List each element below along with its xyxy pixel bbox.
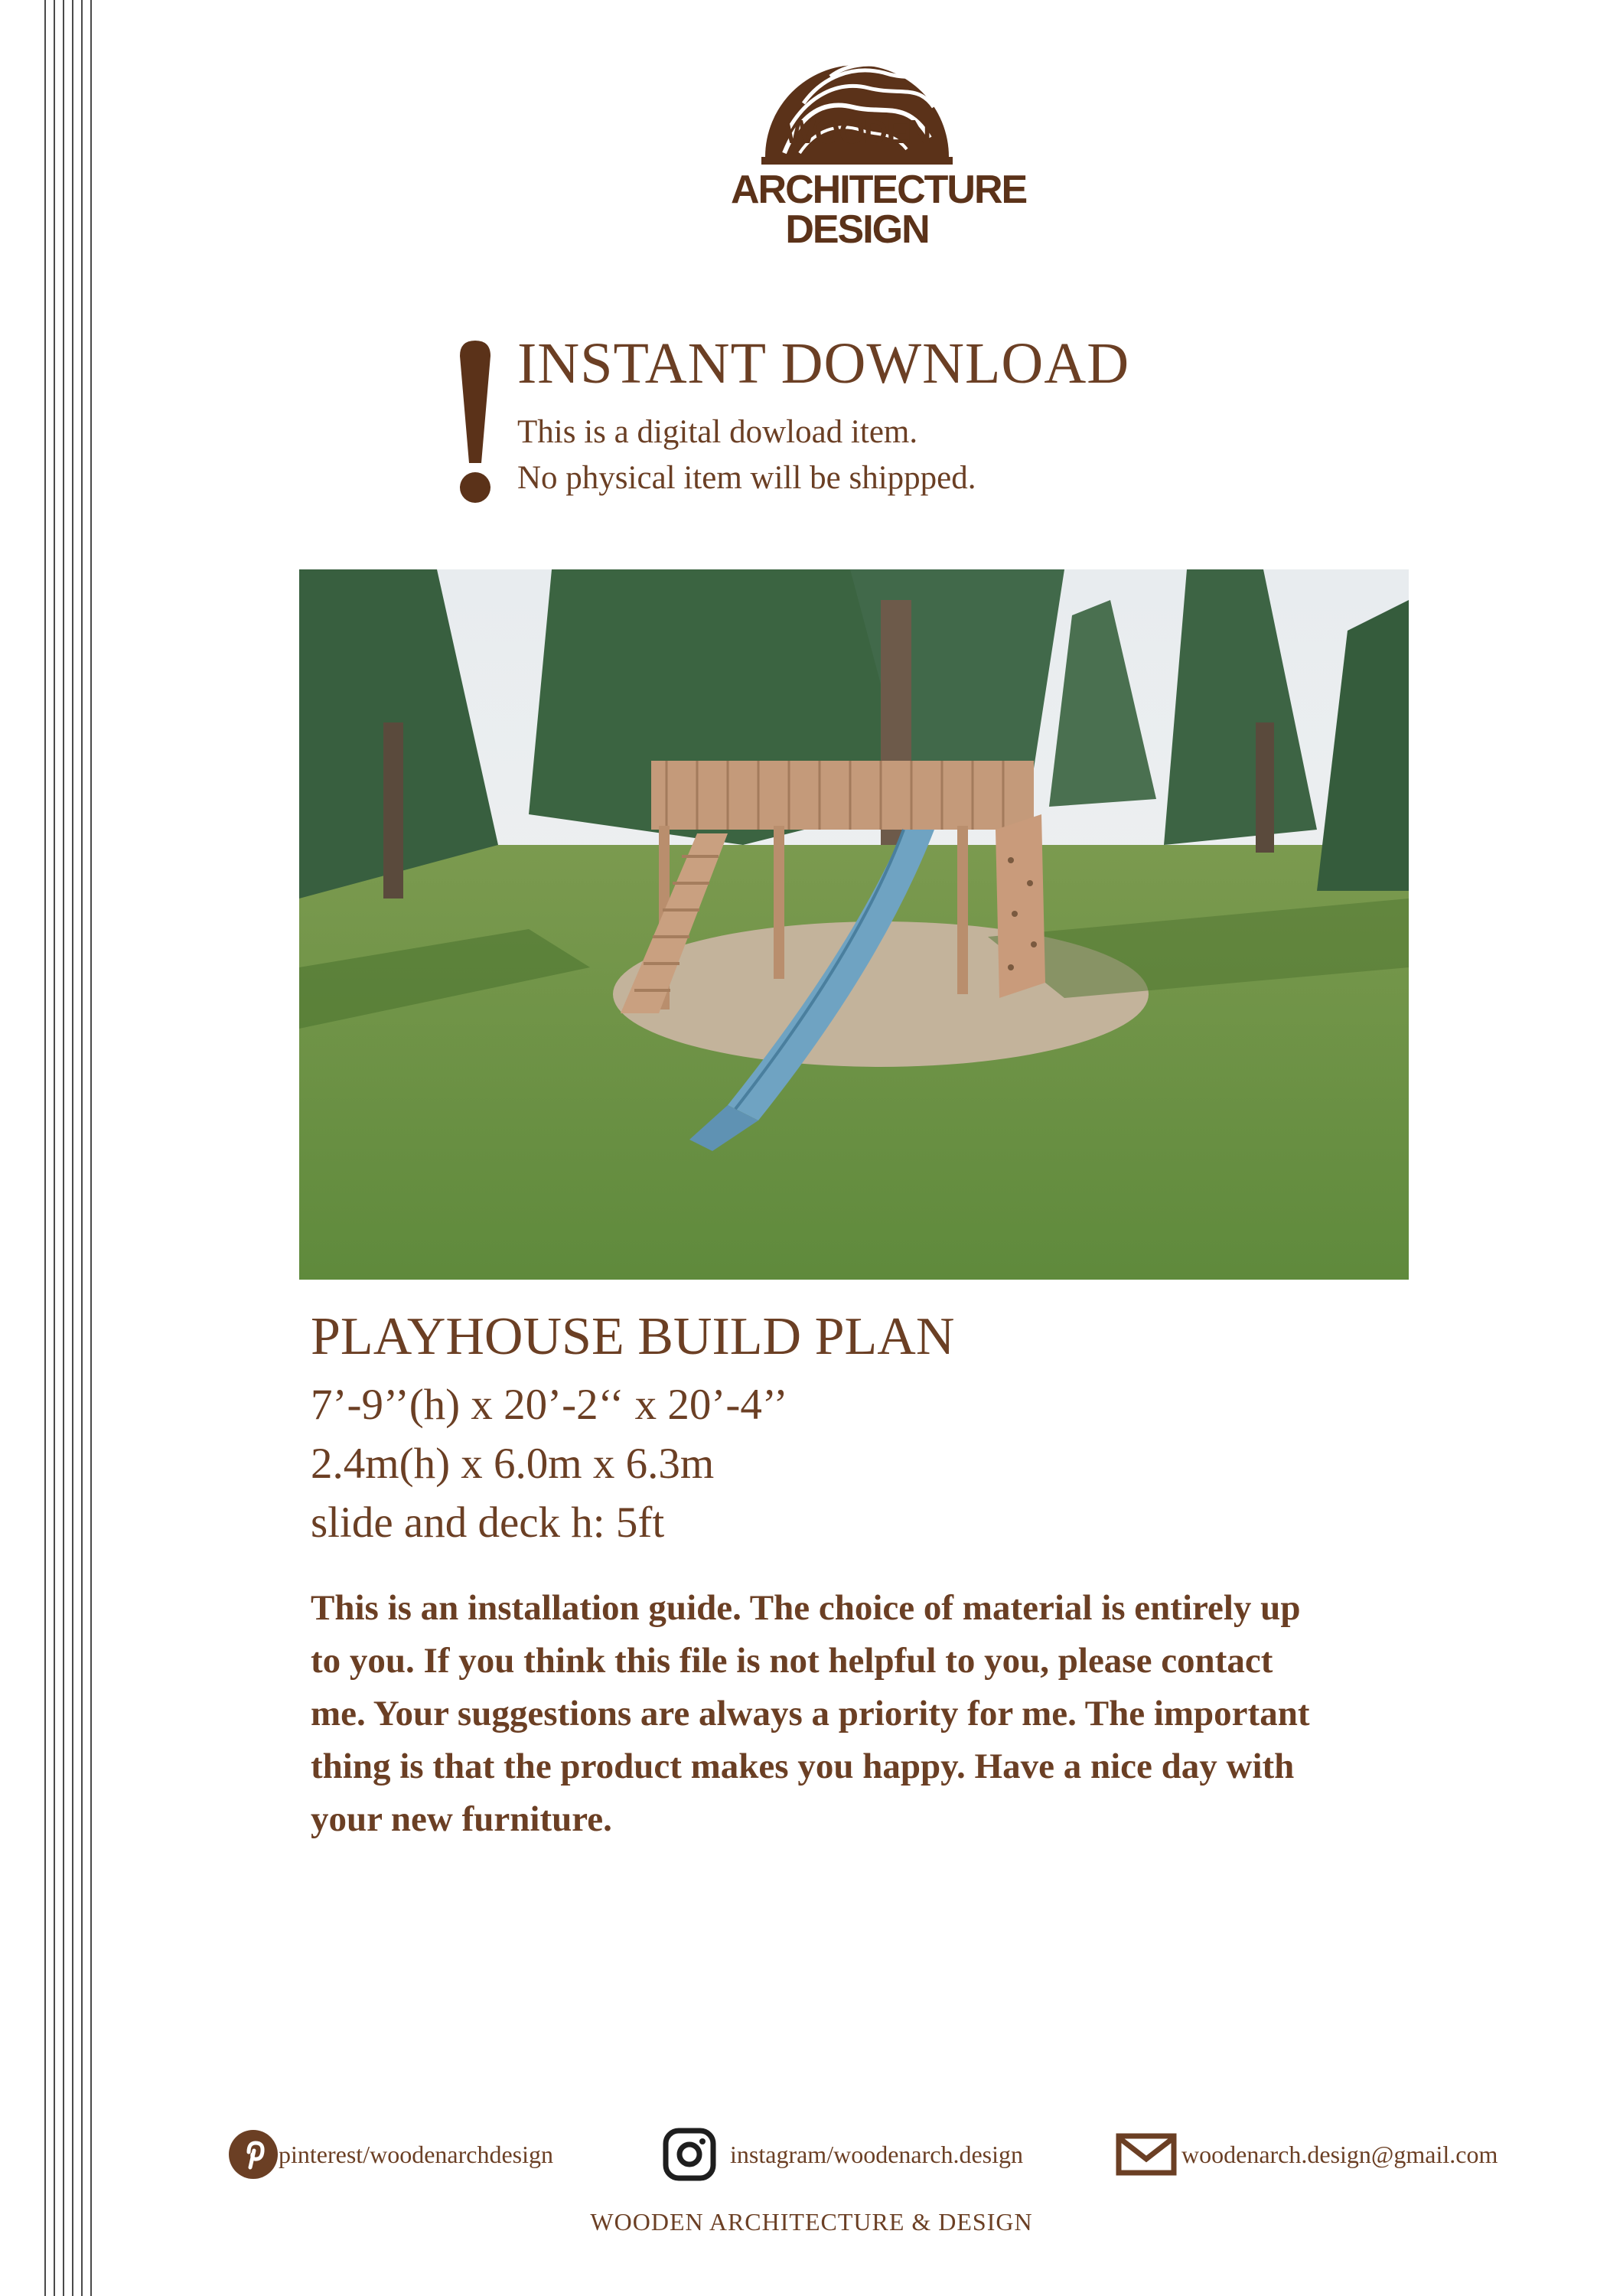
description-line: to you. If you think this file is not helpful to you, please contact bbox=[311, 1641, 1273, 1681]
instant-download-heading: INSTANT DOWNLOAD bbox=[517, 331, 1130, 396]
description-line: me. Your suggestions are always a priority for me. The important bbox=[311, 1694, 1310, 1733]
footer-brand: WOODEN ARCHITECTURE & DESIGN bbox=[590, 2208, 1033, 2236]
slide-deck-height: slide and deck h: 5ft bbox=[311, 1499, 665, 1547]
pinterest-link[interactable] bbox=[228, 2128, 553, 2181]
description-line: thing is that the product makes you happy. Have a nice day with bbox=[311, 1746, 1295, 1786]
instagram-handle: instagram/woodenarch.design bbox=[730, 2140, 1023, 2168]
notice-line-2: No physical item will be shippped. bbox=[517, 460, 976, 496]
logo-word-wooden: WOODEN bbox=[784, 113, 930, 151]
exclamation-icon bbox=[456, 341, 494, 505]
brand-logo bbox=[731, 23, 1027, 253]
mail-icon bbox=[1116, 2133, 1177, 2176]
pinterest-icon bbox=[228, 2129, 279, 2180]
pinterest-handle: pinterest/woodenarchdesign bbox=[279, 2140, 553, 2168]
notice-line-1: This is a digital dowload item. bbox=[517, 414, 918, 450]
description-line: This is an installation guide. The choice of material is entirely up bbox=[311, 1588, 1301, 1628]
email-address: woodenarch.design@gmail.com bbox=[1181, 2140, 1498, 2168]
instagram-icon bbox=[663, 2128, 716, 2181]
logo-word-architecture: ARCHITECTURE bbox=[731, 168, 1027, 212]
description-line: your new furniture. bbox=[311, 1799, 612, 1839]
logo-word-design: DESIGN bbox=[785, 207, 929, 252]
instagram-link[interactable] bbox=[663, 2128, 1023, 2181]
email-link[interactable] bbox=[1116, 2128, 1498, 2181]
left-border-lines bbox=[44, 0, 98, 2296]
dimensions-imperial: 7’-9’’(h) x 20’-2‘‘ x 20’-4’’ bbox=[311, 1381, 788, 1429]
product-title: PLAYHOUSE BUILD PLAN bbox=[311, 1307, 955, 1366]
description-paragraph bbox=[311, 1582, 1428, 1846]
dimensions-metric: 2.4m(h) x 6.0m x 6.3m bbox=[311, 1440, 715, 1488]
playhouse-rendering-image bbox=[299, 569, 1409, 1280]
